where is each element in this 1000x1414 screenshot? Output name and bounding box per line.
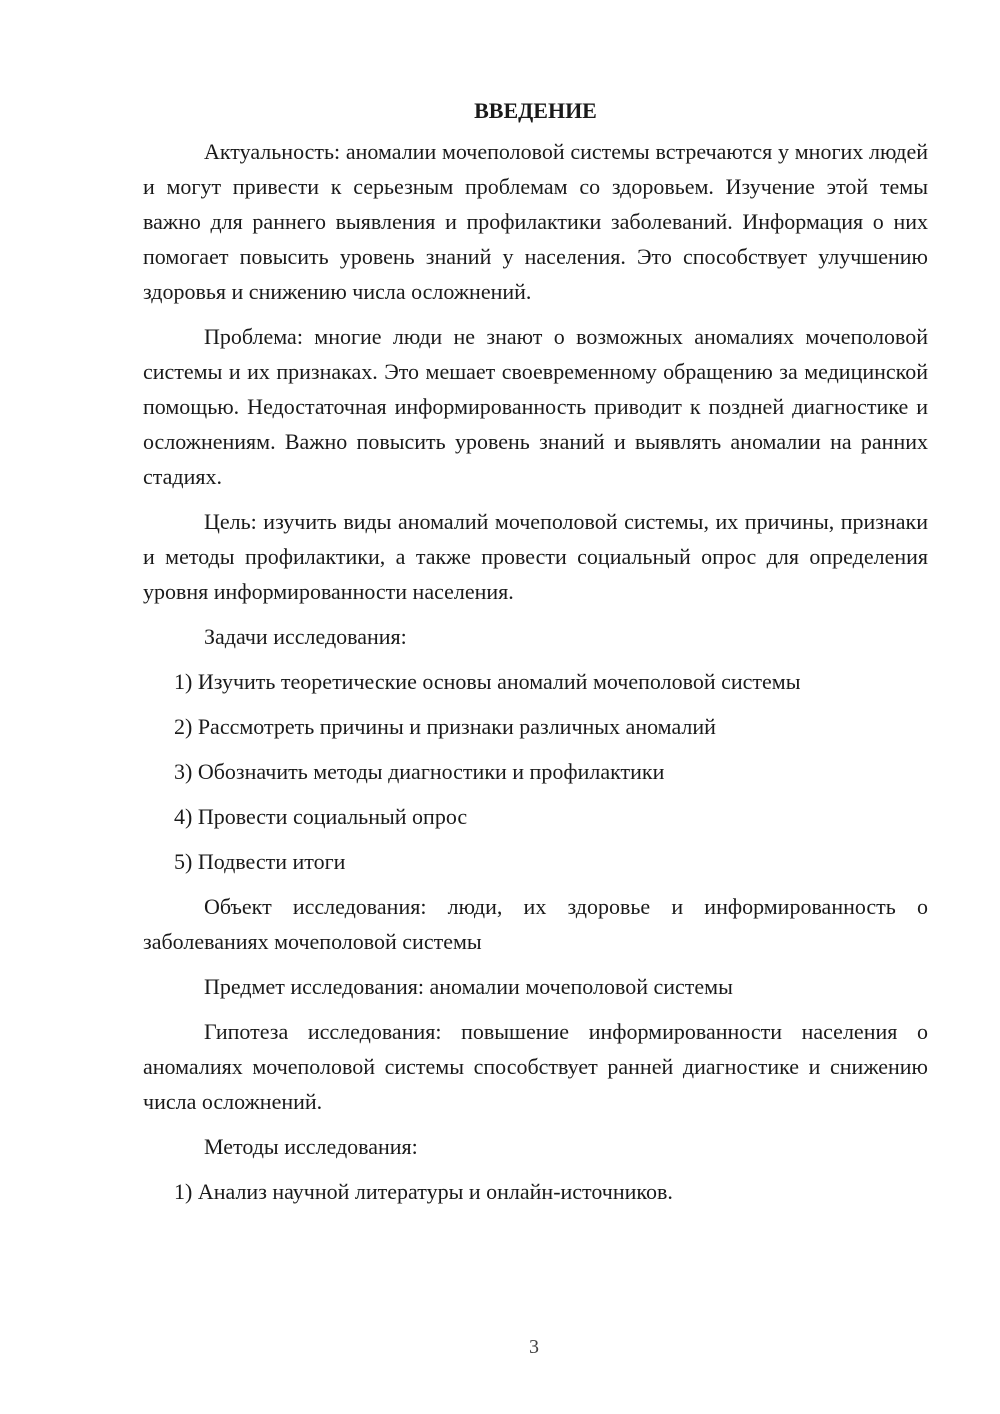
hypothesis-paragraph: Гипотеза исследования: повышение информированности населения о аномалиях мочеполовой системы способствует ранней диагностике и снижению числа осложнений.: [143, 1019, 928, 1114]
problem-paragraph: Проблема: многие люди не знают о возможных аномалиях мочеполовой системы и их признаках. Это мешает своевременному обращению за медицинской помощью. Недостаточная информированность приводит к поздней диагностике и осложнениям. Важно повысить уровень знаний и выявлять аномалии на ранних стадиях.: [143, 324, 928, 489]
relevance-paragraph: Актуальность: аномалии мочеполовой системы встречаются у многих людей и могут привести к серьезным проблемам со здоровьем. Изучение этой темы важно для раннего выявления и профилактики заболеваний. Информация о них помогает повысить уровень знаний у населения. Это способствует улучшению здоровья и снижению числа осложнений.: [143, 139, 928, 304]
method-item: 1) Анализ научной литературы и онлайн-источников.: [174, 1179, 673, 1204]
page-content: [143, 93, 928, 1219]
task-item: 1) Изучить теоретические основы аномалий мочеполовой системы: [174, 669, 801, 694]
tasks-heading: Задачи исследования:: [204, 624, 407, 649]
task-item: 5) Подвести итоги: [174, 849, 346, 874]
methods-heading: Методы исследования:: [204, 1134, 418, 1159]
subject-paragraph: Предмет исследования: аномалии мочеполовой системы: [204, 974, 733, 999]
object-paragraph: Объект исследования: люди, их здоровье и информированность о заболеваниях мочеполовой системы: [143, 894, 928, 954]
section-title: ВВЕДЕНИЕ: [474, 98, 597, 123]
task-item: 2) Рассмотреть причины и признаки различных аномалий: [174, 714, 716, 739]
task-item: 3) Обозначить методы диагностики и профилактики: [174, 759, 665, 784]
goal-paragraph: Цель: изучить виды аномалий мочеполовой системы, их причины, признаки и методы профилактики, а также провести социальный опрос для определения уровня информированности населения.: [143, 509, 928, 604]
task-item: 4) Провести социальный опрос: [174, 804, 468, 829]
page-number: 3: [529, 1336, 539, 1358]
